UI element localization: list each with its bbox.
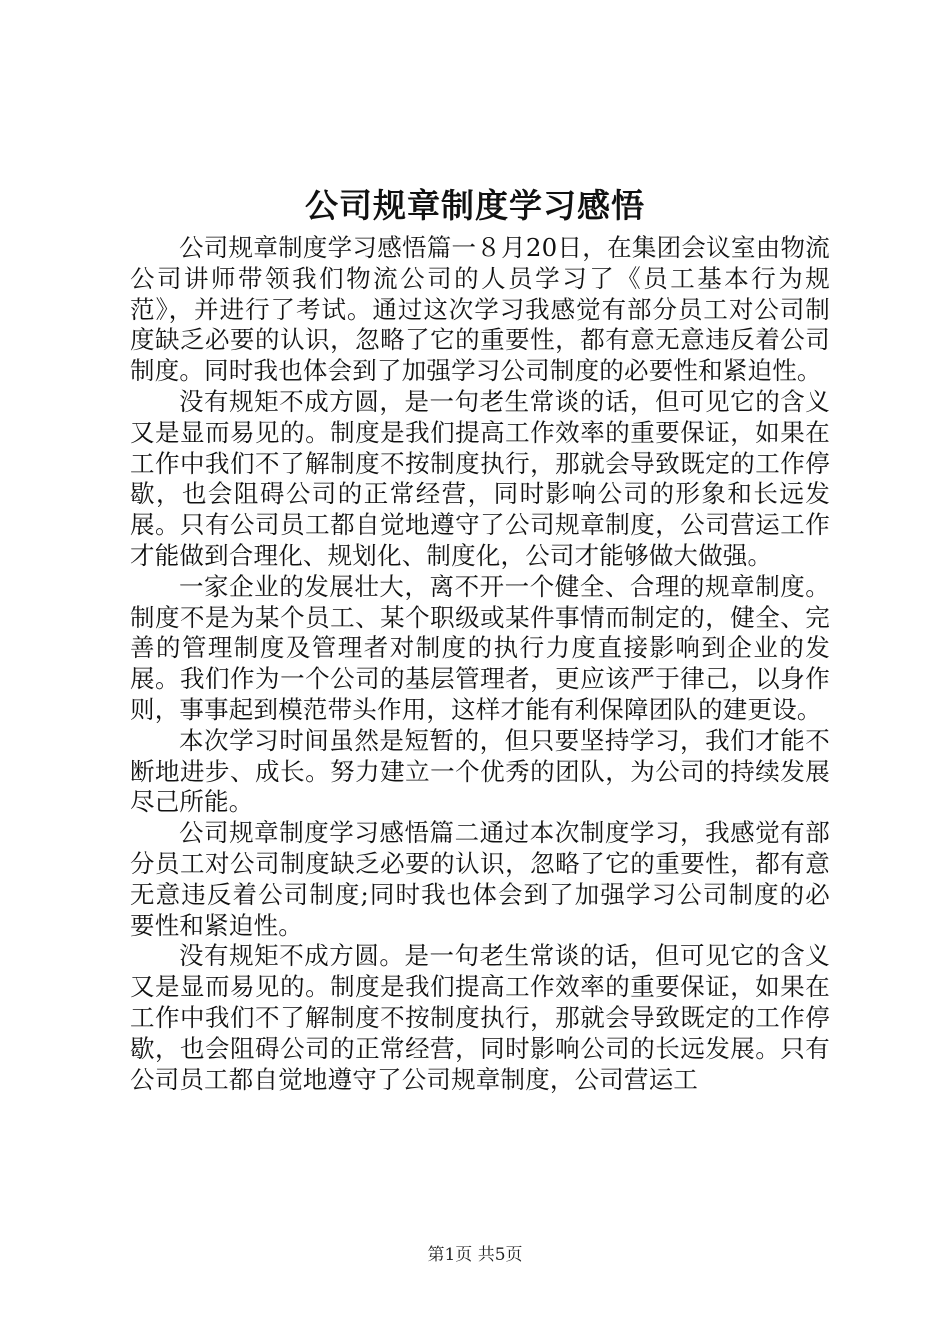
paragraph: 没有规矩不成方圆，是一句老生常谈的话，但可见它的含义又是显而易见的。制度是我们提高工作效率的重要保证，如果在工作中我们不了解制度不按制度执行，那就会导致既定的工作停歇，也会阻碍公司的正常经营，同时影响公司的形象和长远发展。只有公司员工都自觉地遵守了公司规章制度，公司营运工作才能做到合理化、规划化、制度化，公司才能够做大做强。 xyxy=(130,386,830,570)
paragraph: 公司规章制度学习感悟篇一８月20日，在集团会议室由物流公司讲师带领我们物流公司的人员学习了《员工基本行为规范》，并进行了考试。通过这次学习我感觉有部分员工对公司制度缺乏必要的认识，忽略了它的重要性，都有意无意违反着公司制度。同时我也体会到了加强学习公司制度的必要性和紧迫性。 xyxy=(130,233,830,386)
paragraph: 公司规章制度学习感悟篇二通过本次制度学习，我感觉有部分员工对公司制度缺乏必要的认识，忽略了它的重要性，都有意无意违反着公司制度;同时我也体会到了加强学习公司制度的必要性和紧迫性。 xyxy=(130,818,830,940)
paragraph: 一家企业的发展壮大，离不开一个健全、合理的规章制度。制度不是为某个员工、某个职级或某件事情而制定的，健全、完善的管理制度及管理者对制度的执行力度直接影响到企业的发展。我们作为一个公司的基层管理者，更应该严于律己，以身作则，事事起到模范带头作用，这样才能有利保障团队的建更设。 xyxy=(130,571,830,724)
document-title: 公司规章制度学习感悟 xyxy=(305,186,645,225)
paragraph: 没有规矩不成方圆。是一句老生常谈的话，但可见它的含义又是显而易见的。制度是我们提高工作效率的重要保证，如果在工作中我们不了解制度不按制度执行，那就会导致既定的工作停歇，也会阻碍公司的正常经营，同时影响公司的长远发展。只有公司员工都自觉地遵守了公司规章制度，公司营运工 xyxy=(130,941,830,1094)
paragraph: 本次学习时间虽然是短暂的，但只要坚持学习，我们才能不断地进步、成长。努力建立一个优秀的团队，为公司的持续发展尽己所能。 xyxy=(130,725,830,817)
document-body xyxy=(130,233,830,1095)
page-number-footer: 第1页 共5页 xyxy=(427,1245,523,1265)
